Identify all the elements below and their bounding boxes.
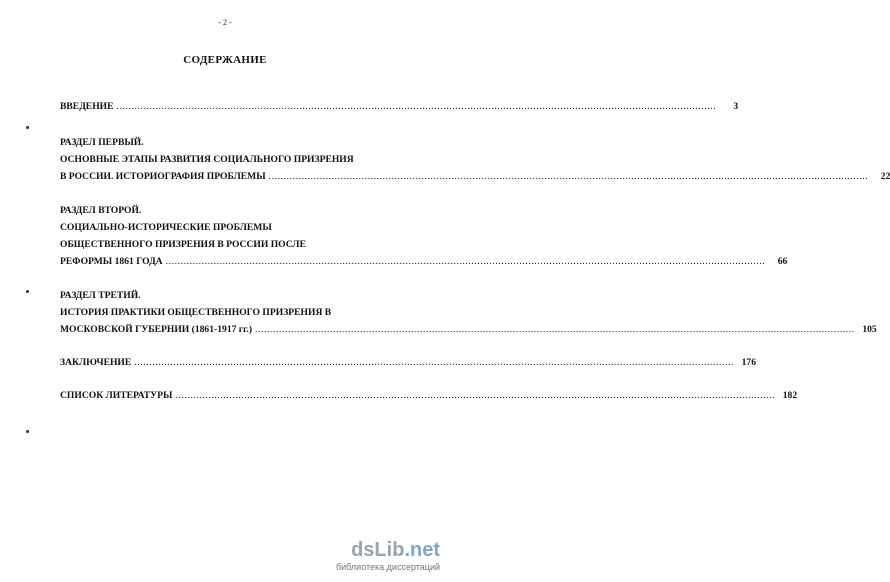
toc-section2-title-line: ОБЩЕСТВЕННОГО ПРИЗРЕНИЯ В РОССИИ ПОСЛЕ [60,239,306,250]
logo-main: dsLib [351,539,405,561]
toc-page-number: 66 [777,256,788,267]
toc-section2-heading: РАЗДЕЛ ВТОРОЙ. [60,205,142,216]
toc-section1-title-line: ОСНОВНЫЕ ЭТАПЫ РАЗВИТИЯ СОЦИАЛЬНОГО ПРИЗРЕНИЯ [60,154,354,165]
page-title: СОДЕРЖАНИЕ [183,54,267,66]
toc-entry-conclusion[interactable] [60,356,756,370]
toc-page-number: 176 [741,357,756,368]
scan-mark [26,290,29,293]
scan-mark [26,126,29,129]
toc-entry-title: СПИСОК ЛИТЕРАТУРЫ [60,390,173,401]
toc-entry-section2[interactable] [60,255,788,269]
logo-tld: .net [404,539,440,561]
toc-entry-title: РЕФОРМЫ 1861 ГОДА [60,256,163,267]
dot-leader: ........................................................................................................................................................................................................ [255,324,855,335]
toc-section2-title-line: СОЦИАЛЬНО-ИСТОРИЧЕСКИЕ ПРОБЛЕМЫ [60,222,272,233]
scan-mark [26,430,29,433]
toc-entry-title: МОСКОВСКОЙ ГУБЕРНИИ (1861-1917 гг.) [60,324,253,335]
toc-page-number: 22 [880,171,890,182]
dot-leader: ........................................................................................................................................................................................................ [165,256,766,267]
toc-section3-title-line: ИСТОРИЯ ПРАКТИКИ ОБЩЕСТВЕННОГО ПРИЗРЕНИЯ В [60,307,332,318]
dot-leader: ........................................................................................................................................................................................................ [116,101,717,112]
dot-leader: ........................................................................................................................................................................................................ [175,390,776,401]
toc-entry-bibliography[interactable] [60,389,798,403]
toc-section3-heading: РАЗДЕЛ ТРЕТИЙ. [60,290,141,301]
site-caption: библиотека диссертаций [335,562,440,572]
toc-entry-title: ВВЕДЕНИЕ [60,101,114,112]
toc-entry-title: В РОССИИ. ИСТОРИОГРАФИЯ ПРОБЛЕМЫ [60,171,266,182]
site-watermark[interactable] [328,540,440,576]
page-number: - 2 - [218,18,232,27]
toc-entry-section1[interactable] [60,170,890,184]
toc-page-number: 105 [862,324,877,335]
toc-page-number: 3 [733,101,739,112]
toc-entry-introduction[interactable] [60,100,739,114]
toc-section1-heading: РАЗДЕЛ ПЕРВЫЙ. [60,137,144,148]
site-logo [351,540,440,560]
toc-entry-section3[interactable] [60,323,877,337]
toc-entry-title: ЗАКЛЮЧЕНИЕ [60,357,132,368]
dot-leader: ........................................................................................................................................................................................................ [268,171,869,182]
toc-page-number: 182 [782,390,798,401]
dot-leader: ........................................................................................................................................................................................................ [134,357,734,368]
